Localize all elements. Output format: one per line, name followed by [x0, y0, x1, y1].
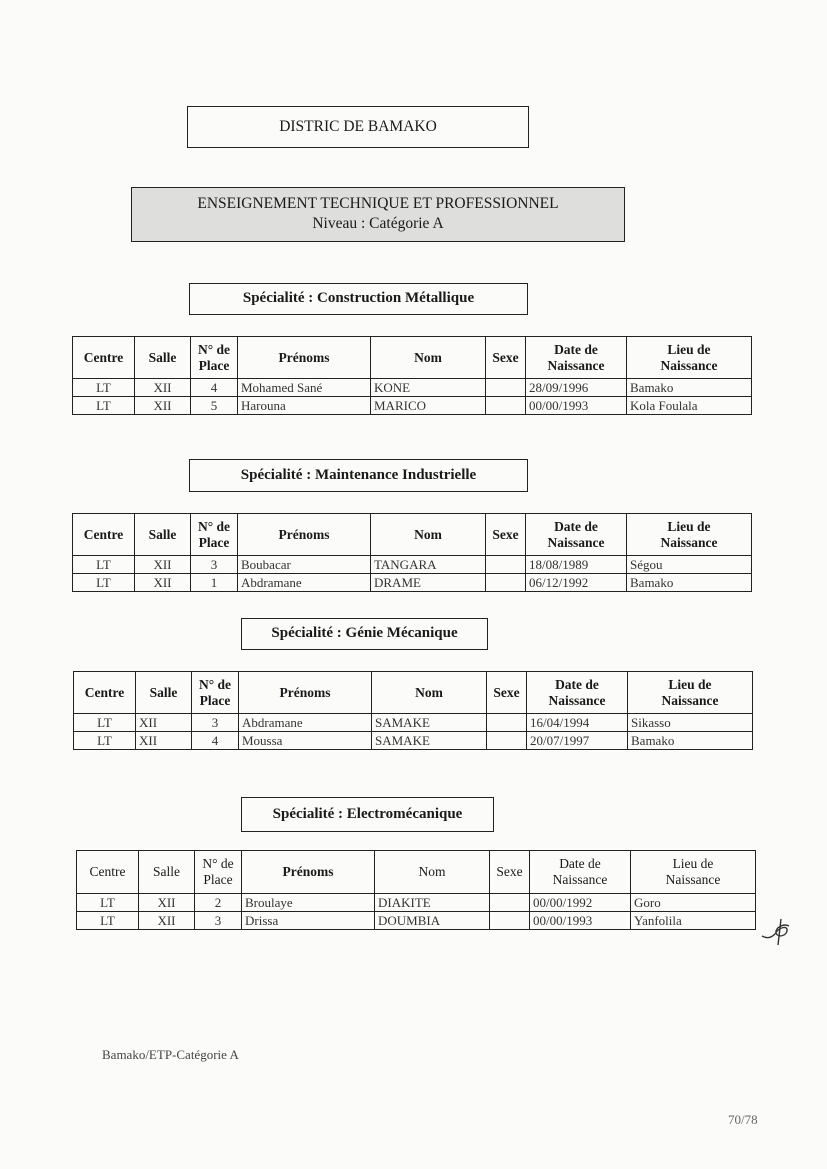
cell-prenoms: Mohamed Sané: [238, 379, 371, 397]
col-sexe: Sexe: [486, 337, 526, 379]
table-row: [77, 894, 756, 912]
table-header-row: [73, 514, 752, 556]
col-salle: Salle: [135, 337, 191, 379]
cell-lieu: Bamako: [627, 379, 752, 397]
col-prenoms: Prénoms: [238, 514, 371, 556]
specialty-title: Spécialité : Electromécanique: [272, 806, 463, 822]
col-sexe: Sexe: [487, 672, 527, 714]
cell-salle: XII: [135, 379, 191, 397]
cell-sexe: [486, 379, 526, 397]
cell-centre: LT: [73, 574, 135, 592]
col-nom: Nom: [371, 337, 486, 379]
table-row: [73, 574, 752, 592]
cell-nom: DOUMBIA: [375, 912, 490, 930]
col-nom: Nom: [372, 672, 487, 714]
cell-nom: DIAKITE: [375, 894, 490, 912]
cell-nom: KONE: [371, 379, 486, 397]
table-row: [74, 714, 753, 732]
col-nom: Nom: [371, 514, 486, 556]
cell-centre: LT: [74, 714, 136, 732]
table-row: [73, 379, 752, 397]
cell-prenoms: Drissa: [242, 912, 375, 930]
specialty-title-box: [189, 459, 528, 492]
student-table: [76, 850, 756, 930]
cell-salle: XII: [135, 397, 191, 415]
cell-place: 5: [191, 397, 238, 415]
cell-nom: SAMAKE: [372, 714, 487, 732]
level-label: Niveau : Catégorie A: [312, 215, 444, 232]
col-sexe: Sexe: [486, 514, 526, 556]
col-salle: Salle: [136, 672, 192, 714]
cell-lieu: Sikasso: [628, 714, 753, 732]
department-name: ENSEIGNEMENT TECHNIQUE ET PROFESSIONNEL: [197, 195, 559, 212]
cell-place: 3: [192, 714, 239, 732]
cell-prenoms: Abdramane: [238, 574, 371, 592]
col-place: N° de Place: [195, 851, 242, 894]
cell-date: 00/00/1993: [530, 912, 631, 930]
table-header-row: [77, 851, 756, 894]
signature-icon: [758, 912, 798, 952]
col-salle: Salle: [139, 851, 195, 894]
cell-date: 16/04/1994: [527, 714, 628, 732]
col-date: Date de Naissance: [527, 672, 628, 714]
col-place: N° de Place: [191, 337, 238, 379]
specialty-title: Spécialité : Maintenance Industrielle: [240, 467, 477, 483]
cell-sexe: [487, 714, 527, 732]
specialty-title-box: [189, 283, 528, 315]
cell-date: 20/07/1997: [527, 732, 628, 750]
cell-place: 4: [192, 732, 239, 750]
cell-sexe: [490, 894, 530, 912]
cell-lieu: Goro: [631, 894, 756, 912]
cell-lieu: Bamako: [627, 574, 752, 592]
col-centre: Centre: [73, 337, 135, 379]
cell-centre: LT: [77, 912, 139, 930]
table-row: [73, 556, 752, 574]
cell-centre: LT: [74, 732, 136, 750]
col-date: Date de Naissance: [530, 851, 631, 894]
cell-salle: XII: [135, 556, 191, 574]
cell-prenoms: Moussa: [239, 732, 372, 750]
department-title-box: [131, 187, 625, 242]
district-title: DISTRIC DE BAMAKO: [279, 118, 437, 135]
cell-prenoms: Harouna: [238, 397, 371, 415]
col-nom: Nom: [375, 851, 490, 894]
cell-date: 28/09/1996: [526, 379, 627, 397]
col-date: Date de Naissance: [526, 514, 627, 556]
col-date: Date de Naissance: [526, 337, 627, 379]
cell-lieu: Bamako: [628, 732, 753, 750]
student-table: [72, 336, 752, 415]
specialty-title-box: [241, 797, 494, 832]
student-table: [72, 513, 752, 592]
cell-date: 00/00/1992: [530, 894, 631, 912]
cell-place: 3: [195, 912, 242, 930]
footer-reference: Bamako/ETP-Catégorie A: [102, 1047, 239, 1062]
cell-lieu: Yanfolila: [631, 912, 756, 930]
cell-sexe: [486, 556, 526, 574]
col-prenoms: Prénoms: [238, 337, 371, 379]
cell-date: 18/08/1989: [526, 556, 627, 574]
col-lieu: Lieu de Naissance: [627, 337, 752, 379]
specialty-title: Spécialité : Génie Mécanique: [271, 625, 458, 641]
col-centre: Centre: [74, 672, 136, 714]
cell-date: 06/12/1992: [526, 574, 627, 592]
cell-sexe: [487, 732, 527, 750]
cell-nom: TANGARA: [371, 556, 486, 574]
cell-centre: LT: [73, 379, 135, 397]
cell-lieu: Ségou: [627, 556, 752, 574]
col-sexe: Sexe: [490, 851, 530, 894]
cell-nom: DRAME: [371, 574, 486, 592]
cell-date: 00/00/1993: [526, 397, 627, 415]
col-place: N° de Place: [191, 514, 238, 556]
col-lieu: Lieu de Naissance: [631, 851, 756, 894]
cell-place: 1: [191, 574, 238, 592]
cell-centre: LT: [73, 556, 135, 574]
col-place: N° de Place: [192, 672, 239, 714]
cell-nom: MARICO: [371, 397, 486, 415]
student-table: [73, 671, 753, 750]
cell-sexe: [486, 397, 526, 415]
table-header-row: [73, 337, 752, 379]
specialty-title-box: [241, 618, 488, 650]
col-lieu: Lieu de Naissance: [627, 514, 752, 556]
cell-nom: SAMAKE: [372, 732, 487, 750]
col-salle: Salle: [135, 514, 191, 556]
table-header-row: [74, 672, 753, 714]
specialty-title: Spécialité : Construction Métallique: [242, 290, 475, 306]
cell-centre: LT: [73, 397, 135, 415]
cell-salle: XII: [139, 912, 195, 930]
table-row: [74, 732, 753, 750]
cell-salle: XII: [139, 894, 195, 912]
cell-salle: XII: [135, 574, 191, 592]
cell-place: 2: [195, 894, 242, 912]
cell-prenoms: Broulaye: [242, 894, 375, 912]
cell-centre: LT: [77, 894, 139, 912]
table-row: [77, 912, 756, 930]
col-prenoms: Prénoms: [239, 672, 372, 714]
col-centre: Centre: [77, 851, 139, 894]
table-row: [73, 397, 752, 415]
col-lieu: Lieu de Naissance: [628, 672, 753, 714]
cell-lieu: Kola Foulala: [627, 397, 752, 415]
page-number: 70/78: [728, 1112, 758, 1127]
cell-place: 3: [191, 556, 238, 574]
cell-prenoms: Boubacar: [238, 556, 371, 574]
cell-place: 4: [191, 379, 238, 397]
cell-salle: XII: [136, 732, 192, 750]
cell-sexe: [490, 912, 530, 930]
district-title-box: [187, 106, 529, 148]
col-centre: Centre: [73, 514, 135, 556]
cell-prenoms: Abdramane: [239, 714, 372, 732]
cell-salle: XII: [136, 714, 192, 732]
col-prenoms: Prénoms: [242, 851, 375, 894]
cell-sexe: [486, 574, 526, 592]
